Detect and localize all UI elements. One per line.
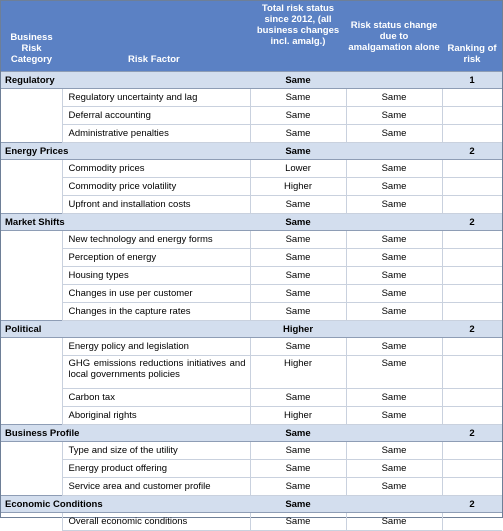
total-status-cell: Same (250, 196, 346, 214)
header-amalgamation-status: Risk status change due to amalgamation alone (346, 1, 442, 72)
category-amalgamation-status (346, 72, 442, 89)
table-row (1, 196, 502, 214)
table-row (1, 125, 502, 143)
ranking-cell (442, 442, 502, 460)
total-status-cell: Same (250, 267, 346, 285)
risk-factor-cell: Aboriginal rights (62, 407, 250, 425)
risk-factor-cell: Upfront and installation costs (62, 196, 250, 214)
risk-table (1, 1, 502, 531)
category-row (1, 143, 502, 160)
risk-factor-cell: Service area and customer profile (62, 478, 250, 496)
table-row (1, 513, 502, 531)
category-row (1, 496, 502, 513)
table-row (1, 356, 502, 389)
category-ranking: 2 (442, 143, 502, 160)
category-ranking: 2 (442, 496, 502, 513)
category-total-status: Same (250, 143, 346, 160)
category-spacer-cell (1, 407, 62, 425)
risk-factor-cell: Deferral accounting (62, 107, 250, 125)
total-status-cell: Same (250, 231, 346, 249)
table-row (1, 107, 502, 125)
amalgamation-status-cell: Same (346, 338, 442, 356)
amalgamation-status-cell: Same (346, 356, 442, 389)
header-total-status: Total risk status since 2012, (all business changes incl. amalg.) (250, 1, 346, 72)
header-category: Business Risk Category (1, 1, 62, 72)
table-row (1, 407, 502, 425)
category-name: Business Profile (1, 425, 250, 442)
amalgamation-status-cell: Same (346, 267, 442, 285)
total-status-cell: Same (250, 389, 346, 407)
risk-factor-cell: Carbon tax (62, 389, 250, 407)
category-spacer-cell (1, 107, 62, 125)
category-name: Market Shifts (1, 214, 250, 231)
category-name: Regulatory (1, 72, 250, 89)
ranking-cell (442, 303, 502, 321)
ranking-cell (442, 196, 502, 214)
category-spacer-cell (1, 338, 62, 356)
amalgamation-status-cell: Same (346, 107, 442, 125)
total-status-cell: Same (250, 89, 346, 107)
table-row (1, 160, 502, 178)
ranking-cell (442, 356, 502, 389)
risk-factor-cell: New technology and energy forms (62, 231, 250, 249)
risk-factor-cell: Regulatory uncertainty and lag (62, 89, 250, 107)
ranking-cell (442, 513, 502, 531)
category-amalgamation-status (346, 496, 442, 513)
risk-factor-cell: Type and size of the utility (62, 442, 250, 460)
risk-factor-cell: Commodity prices (62, 160, 250, 178)
amalgamation-status-cell: Same (346, 478, 442, 496)
amalgamation-status-cell: Same (346, 249, 442, 267)
category-spacer-cell (1, 356, 62, 389)
category-spacer-cell (1, 160, 62, 178)
category-row (1, 72, 502, 89)
category-ranking: 2 (442, 321, 502, 338)
category-total-status: Same (250, 425, 346, 442)
risk-factor-cell: Overall economic conditions (62, 513, 250, 531)
risk-factor-cell: GHG emissions reductions initiatives and local governments policies (62, 356, 250, 389)
amalgamation-status-cell: Same (346, 303, 442, 321)
risk-factor-cell: Energy policy and legislation (62, 338, 250, 356)
risk-factor-cell: Commodity price volatility (62, 178, 250, 196)
category-spacer-cell (1, 125, 62, 143)
risk-factor-cell: Changes in the capture rates (62, 303, 250, 321)
total-status-cell: Higher (250, 407, 346, 425)
category-row (1, 321, 502, 338)
amalgamation-status-cell: Same (346, 196, 442, 214)
category-spacer-cell (1, 442, 62, 460)
category-name: Energy Prices (1, 143, 250, 160)
table-row (1, 231, 502, 249)
risk-factor-cell: Energy product offering (62, 460, 250, 478)
category-amalgamation-status (346, 214, 442, 231)
amalgamation-status-cell: Same (346, 460, 442, 478)
total-status-cell: Same (250, 513, 346, 531)
amalgamation-status-cell: Same (346, 89, 442, 107)
total-status-cell: Same (250, 249, 346, 267)
amalgamation-status-cell: Same (346, 160, 442, 178)
amalgamation-status-cell: Same (346, 125, 442, 143)
category-total-status: Higher (250, 321, 346, 338)
category-spacer-cell (1, 196, 62, 214)
table-row (1, 389, 502, 407)
table-row (1, 442, 502, 460)
category-ranking: 1 (442, 72, 502, 89)
table-row (1, 267, 502, 285)
amalgamation-status-cell: Same (346, 513, 442, 531)
amalgamation-status-cell: Same (346, 285, 442, 303)
amalgamation-status-cell: Same (346, 442, 442, 460)
category-ranking: 2 (442, 214, 502, 231)
total-status-cell: Same (250, 338, 346, 356)
category-name: Economic Conditions (1, 496, 250, 513)
category-spacer-cell (1, 231, 62, 249)
category-spacer-cell (1, 478, 62, 496)
amalgamation-status-cell: Same (346, 178, 442, 196)
total-status-cell: Same (250, 478, 346, 496)
table-row (1, 460, 502, 478)
total-status-cell: Same (250, 285, 346, 303)
header-ranking: Ranking of risk (442, 1, 502, 72)
header-factor: Risk Factor (62, 1, 250, 72)
ranking-cell (442, 267, 502, 285)
category-spacer-cell (1, 89, 62, 107)
category-total-status: Same (250, 214, 346, 231)
category-spacer-cell (1, 285, 62, 303)
category-name: Political (1, 321, 250, 338)
table-header (1, 1, 502, 72)
risk-factor-cell: Administrative penalties (62, 125, 250, 143)
category-amalgamation-status (346, 321, 442, 338)
category-spacer-cell (1, 249, 62, 267)
ranking-cell (442, 231, 502, 249)
category-spacer-cell (1, 303, 62, 321)
ranking-cell (442, 285, 502, 303)
total-status-cell: Higher (250, 178, 346, 196)
amalgamation-status-cell: Same (346, 407, 442, 425)
total-status-cell: Same (250, 442, 346, 460)
ranking-cell (442, 460, 502, 478)
table-row (1, 249, 502, 267)
table-body (1, 72, 502, 531)
category-row (1, 214, 502, 231)
category-spacer-cell (1, 460, 62, 478)
amalgamation-status-cell: Same (346, 231, 442, 249)
ranking-cell (442, 389, 502, 407)
ranking-cell (442, 89, 502, 107)
category-row (1, 425, 502, 442)
category-total-status: Same (250, 72, 346, 89)
ranking-cell (442, 249, 502, 267)
total-status-cell: Same (250, 125, 346, 143)
ranking-cell (442, 178, 502, 196)
total-status-cell: Same (250, 107, 346, 125)
category-amalgamation-status (346, 143, 442, 160)
category-ranking: 2 (442, 425, 502, 442)
table-row (1, 178, 502, 196)
ranking-cell (442, 338, 502, 356)
ranking-cell (442, 407, 502, 425)
risk-factor-cell: Perception of energy (62, 249, 250, 267)
total-status-cell: Higher (250, 356, 346, 389)
table-row (1, 338, 502, 356)
ranking-cell (442, 160, 502, 178)
amalgamation-status-cell: Same (346, 389, 442, 407)
category-spacer-cell (1, 178, 62, 196)
total-status-cell: Same (250, 460, 346, 478)
category-spacer-cell (1, 267, 62, 285)
total-status-cell: Same (250, 303, 346, 321)
table-row (1, 303, 502, 321)
category-total-status: Same (250, 496, 346, 513)
category-spacer-cell (1, 513, 62, 531)
table-row (1, 285, 502, 303)
category-spacer-cell (1, 389, 62, 407)
table-row (1, 89, 502, 107)
ranking-cell (442, 478, 502, 496)
table-row (1, 478, 502, 496)
header-row (1, 1, 502, 72)
total-status-cell: Lower (250, 160, 346, 178)
category-amalgamation-status (346, 425, 442, 442)
ranking-cell (442, 107, 502, 125)
risk-factor-cell: Housing types (62, 267, 250, 285)
ranking-cell (442, 125, 502, 143)
risk-factor-cell: Changes in use per customer (62, 285, 250, 303)
